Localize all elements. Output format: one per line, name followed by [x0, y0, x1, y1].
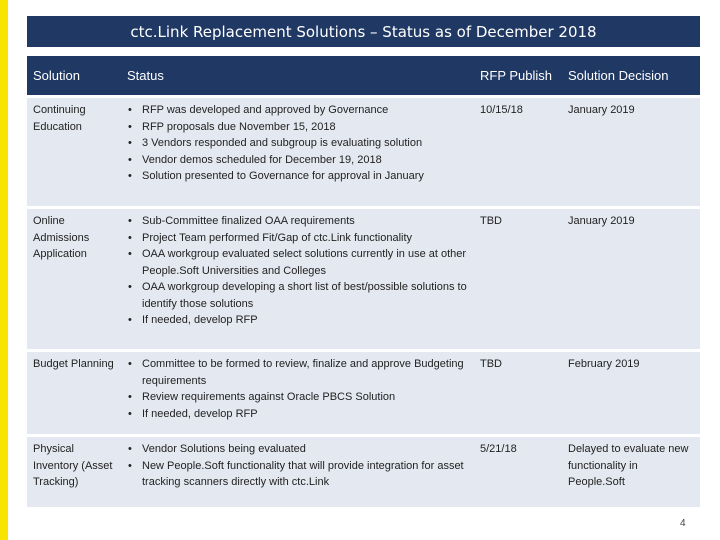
table-row [27, 437, 700, 507]
rfp-publish-cell: TBD [474, 352, 562, 434]
solution-decision-cell: February 2019 [562, 352, 700, 434]
status-item: • RFP was developed and approved by Governance [127, 102, 470, 119]
solution-decision-cell: January 2019 [562, 98, 700, 206]
status-list [127, 213, 470, 329]
slide-title [27, 16, 700, 47]
slide-title-text: ctc.Link Replacement Solutions – Status as of December 2018 [130, 22, 597, 41]
status-item: • 3 Vendors responded and subgroup is evaluating solution [127, 135, 470, 152]
solution-cell: Physical Inventory (Asset Tracking) [27, 437, 121, 507]
status-table [27, 53, 700, 510]
status-item: • New People.Soft functionality that will provide integration for asset tracking scanners directly with ctc.Link [127, 458, 470, 491]
rfp-publish-cell: 5/21/18 [474, 437, 562, 507]
header-rfp-publish: RFP Publish [474, 56, 562, 95]
status-item: • OAA workgroup evaluated select solutions currently in use at other People.Soft Universities and Colleges [127, 246, 470, 279]
status-item: • RFP proposals due November 15, 2018 [127, 119, 470, 136]
table-row [27, 352, 700, 434]
solution-decision-cell: Delayed to evaluate new functionality in People.Soft [562, 437, 700, 507]
table-row [27, 209, 700, 349]
status-item: • Sub-Committee finalized OAA requirements [127, 213, 470, 230]
solution-decision-cell: January 2019 [562, 209, 700, 349]
status-item: • Vendor Solutions being evaluated [127, 441, 470, 458]
table-header-row [27, 56, 700, 95]
rfp-publish-cell: TBD [474, 209, 562, 349]
status-cell [121, 352, 474, 434]
status-cell [121, 437, 474, 507]
status-list [127, 441, 470, 491]
status-item: • If needed, develop RFP [127, 406, 470, 423]
status-cell [121, 209, 474, 349]
status-item: • Committee to be formed to review, finalize and approve Budgeting requirements [127, 356, 470, 389]
solution-cell: Continuing Education [27, 98, 121, 206]
status-item: • Project Team performed Fit/Gap of ctc.Link functionality [127, 230, 470, 247]
status-item: • OAA workgroup developing a short list of best/possible solutions to identify those solutions [127, 279, 470, 312]
header-status: Status [121, 56, 474, 95]
status-item: • Review requirements against Oracle PBCS Solution [127, 389, 470, 406]
status-item: • Vendor demos scheduled for December 19, 2018 [127, 152, 470, 169]
status-list [127, 356, 470, 422]
status-list [127, 102, 470, 185]
status-item: • If needed, develop RFP [127, 312, 470, 329]
header-solution: Solution [27, 56, 121, 95]
solution-cell: Budget Planning [27, 352, 121, 434]
solution-cell: Online Admissions Application [27, 209, 121, 349]
header-solution-decision: Solution Decision [562, 56, 700, 95]
rfp-publish-cell: 10/15/18 [474, 98, 562, 206]
status-item: • Solution presented to Governance for approval in January [127, 168, 470, 185]
status-cell [121, 98, 474, 206]
page-number: 4 [680, 518, 686, 529]
accent-bar [0, 0, 8, 540]
table-row [27, 98, 700, 206]
